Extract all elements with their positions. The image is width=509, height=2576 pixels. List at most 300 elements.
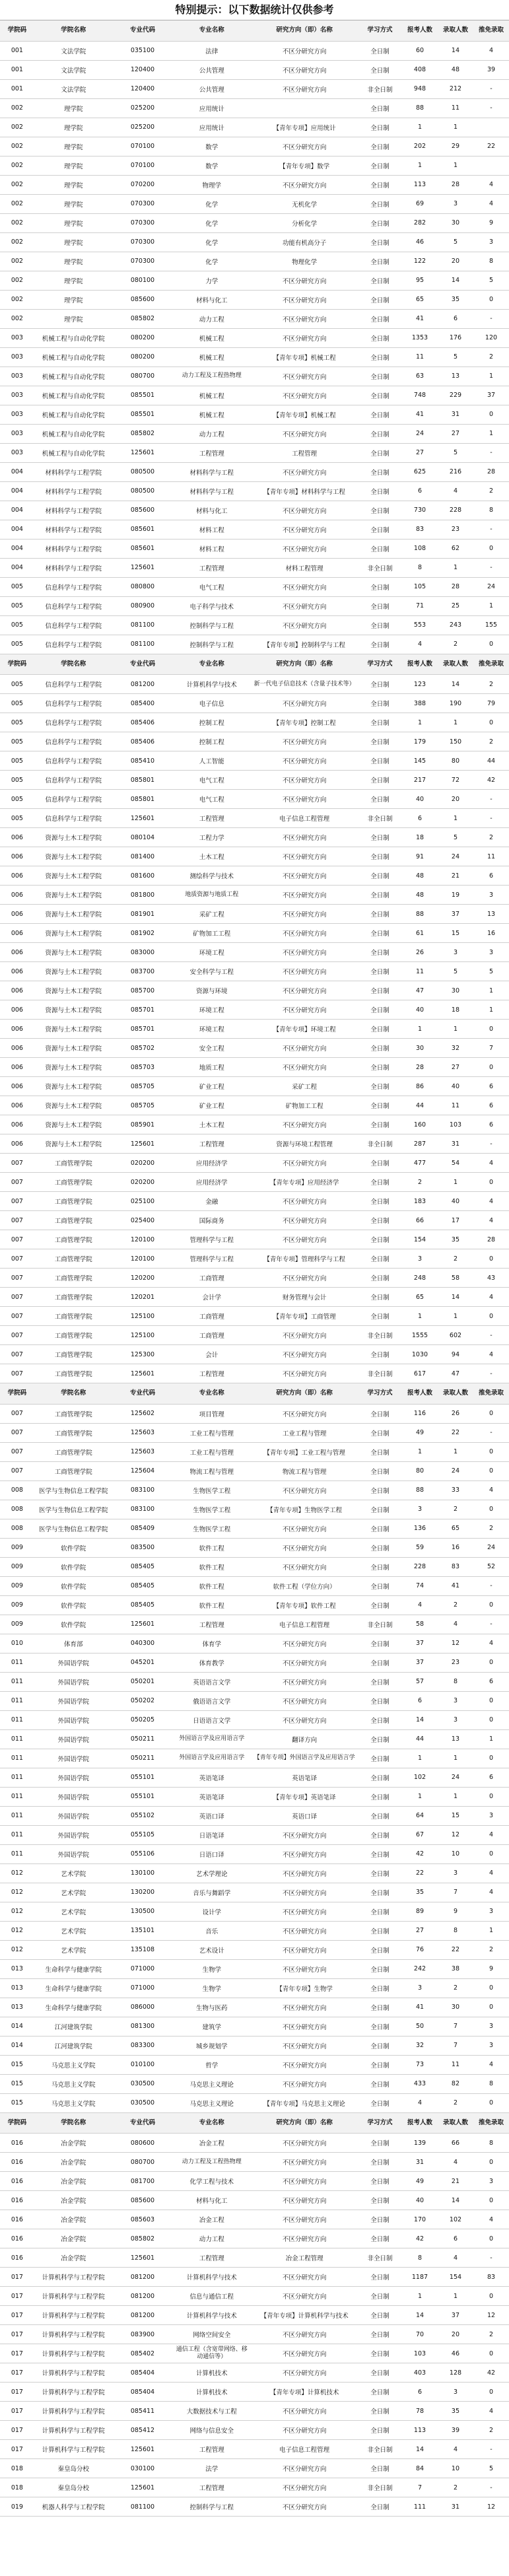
research-direction: 不区分研究方向 <box>251 2172 358 2191</box>
major-name: 英语口译 <box>172 1806 251 1825</box>
study-mode: 全日制 <box>358 751 402 771</box>
college-name: 医学与生物信息工程学院 <box>34 1500 113 1519</box>
major-code: 030500 <box>113 2074 173 2093</box>
exempt-admitted: 9 <box>473 213 509 232</box>
college-code: 012 <box>0 1940 34 1959</box>
exempt-admitted: 4 <box>473 1825 509 1844</box>
research-direction: 不区分研究方向 <box>251 60 358 79</box>
research-direction: 不区分研究方向 <box>251 137 358 156</box>
table-row <box>0 501 509 520</box>
header-exempt-admitted: 推免录取 <box>473 20 509 41</box>
research-direction: 材料工程管理 <box>251 558 358 577</box>
admitted: 1 <box>438 558 473 577</box>
major-code: 085600 <box>113 2191 173 2210</box>
table-row <box>0 1940 509 1959</box>
admitted: 12 <box>438 1634 473 1653</box>
major-code: 085406 <box>113 732 173 751</box>
research-direction: 不区分研究方向 <box>251 1364 358 1383</box>
study-mode: 全日制 <box>358 2134 402 2153</box>
applicants: 248 <box>402 1269 438 1288</box>
header-major-name: 专业名称 <box>172 2113 251 2134</box>
table-row <box>0 2055 509 2074</box>
table-row <box>0 1480 509 1500</box>
table-row <box>0 1404 509 1423</box>
table-row <box>0 2229 509 2248</box>
research-direction: 不区分研究方向 <box>251 790 358 809</box>
admitted: 1 <box>438 1787 473 1806</box>
college-code: 006 <box>0 1115 34 1134</box>
college-code: 008 <box>0 1500 34 1519</box>
table-row <box>0 1307 509 1326</box>
exempt-admitted: 7 <box>473 1039 509 1058</box>
study-mode: 非全日制 <box>358 809 402 828</box>
study-mode: 全日制 <box>358 1921 402 1940</box>
applicants: 1 <box>402 156 438 175</box>
admitted: 27 <box>438 1058 473 1077</box>
major-code: 055102 <box>113 1806 173 1825</box>
college-name: 外国语学院 <box>34 1729 113 1749</box>
table-row <box>0 1364 509 1383</box>
admitted: 29 <box>438 137 473 156</box>
college-code: 006 <box>0 1134 34 1154</box>
college-code: 007 <box>0 1364 34 1383</box>
applicants: 108 <box>402 539 438 558</box>
college-code: 017 <box>0 2440 34 2459</box>
exempt-admitted: 83 <box>473 2268 509 2287</box>
research-direction: 不区分研究方向 <box>251 271 358 290</box>
table-header-row <box>0 20 509 41</box>
applicants: 145 <box>402 751 438 771</box>
college-code: 004 <box>0 558 34 577</box>
admitted: 46 <box>438 2344 473 2363</box>
exempt-admitted: 6 <box>473 1672 509 1691</box>
applicants: 46 <box>402 232 438 252</box>
college-code: 002 <box>0 98 34 118</box>
major-code: 030100 <box>113 2459 173 2478</box>
exempt-admitted: 52 <box>473 1557 509 1576</box>
major-name: 化学 <box>172 232 251 252</box>
college-name: 信息科学与工程学院 <box>34 596 113 615</box>
college-code: 007 <box>0 1461 34 1480</box>
admitted: 150 <box>438 732 473 751</box>
applicants: 41 <box>402 405 438 424</box>
major-name: 工程管理 <box>172 1134 251 1154</box>
major-code: 081600 <box>113 866 173 886</box>
admitted: 5 <box>438 232 473 252</box>
header-college-code: 学院码 <box>0 654 34 675</box>
major-name: 材料科学与工程 <box>172 462 251 481</box>
table-row <box>0 2036 509 2055</box>
major-name: 动力工程 <box>172 309 251 328</box>
college-code: 006 <box>0 828 34 847</box>
exempt-admitted: 2 <box>473 1940 509 1959</box>
admitted: 1 <box>438 1749 473 1768</box>
college-name: 工商管理学院 <box>34 1326 113 1345</box>
exempt-admitted: 155 <box>473 615 509 635</box>
college-code: 013 <box>0 1978 34 1998</box>
table-row <box>0 1211 509 1230</box>
exempt-admitted: 0 <box>473 1249 509 1269</box>
applicants: 22 <box>402 1863 438 1883</box>
admitted: 4 <box>438 481 473 501</box>
study-mode: 全日制 <box>358 1039 402 1058</box>
research-direction: 不区分研究方向 <box>251 615 358 635</box>
admitted: 20 <box>438 790 473 809</box>
college-name: 工商管理学院 <box>34 1364 113 1383</box>
major-name: 日语笔译 <box>172 1825 251 1844</box>
major-name: 工商管理 <box>172 1269 251 1288</box>
study-mode: 全日制 <box>358 539 402 558</box>
research-direction: 【青年专项】机械工程 <box>251 405 358 424</box>
admitted: 31 <box>438 1134 473 1154</box>
major-code: 085701 <box>113 1000 173 1020</box>
college-code: 007 <box>0 1307 34 1326</box>
study-mode: 非全日制 <box>358 2440 402 2459</box>
admitted: 128 <box>438 2363 473 2383</box>
table-row <box>0 1096 509 1115</box>
study-mode: 全日制 <box>358 271 402 290</box>
exempt-admitted: 1 <box>473 596 509 615</box>
major-name: 音乐与舞蹈学 <box>172 1883 251 1902</box>
research-direction: 不区分研究方向 <box>251 2017 358 2036</box>
research-direction: 分析化学 <box>251 213 358 232</box>
applicants: 8 <box>402 558 438 577</box>
table-row <box>0 462 509 481</box>
table-row <box>0 2268 509 2287</box>
admitted: 39 <box>438 2421 473 2440</box>
major-name: 电子信息 <box>172 694 251 713</box>
exempt-admitted: 42 <box>473 2363 509 2383</box>
major-code: 125100 <box>113 1326 173 1345</box>
applicants: 403 <box>402 2363 438 2383</box>
table-row <box>0 2402 509 2421</box>
research-direction: 不区分研究方向 <box>251 1154 358 1173</box>
table-row <box>0 1461 509 1480</box>
major-code: 081200 <box>113 675 173 694</box>
admitted: 9 <box>438 1902 473 1921</box>
study-mode: 全日制 <box>358 1825 402 1844</box>
major-name: 电气工程 <box>172 577 251 596</box>
major-name: 公共管理 <box>172 60 251 79</box>
table-header-row <box>0 2113 509 2134</box>
admitted: 35 <box>438 2402 473 2421</box>
admitted: 38 <box>438 1959 473 1978</box>
college-name: 计算机科学与工程学院 <box>34 2421 113 2440</box>
exempt-admitted: 12 <box>473 2306 509 2325</box>
research-direction: 不区分研究方向 <box>251 1115 358 1134</box>
major-code: 085705 <box>113 1096 173 1115</box>
admitted: 23 <box>438 1653 473 1672</box>
header-applicants: 报考人数 <box>402 2113 438 2134</box>
table-row <box>0 290 509 309</box>
admitted: 22 <box>438 1423 473 1442</box>
major-name: 安全工程 <box>172 1039 251 1058</box>
applicants: 116 <box>402 1404 438 1423</box>
applicants: 27 <box>402 1921 438 1940</box>
college-name: 信息科学与工程学院 <box>34 771 113 790</box>
college-code: 017 <box>0 2268 34 2287</box>
college-name: 信息科学与工程学院 <box>34 809 113 828</box>
college-code: 016 <box>0 2191 34 2210</box>
exempt-admitted: 8 <box>473 501 509 520</box>
research-direction: 【青年专项】外国语言学及应用语言学 <box>251 1749 358 1768</box>
major-code: 083100 <box>113 1480 173 1500</box>
applicants: 202 <box>402 137 438 156</box>
college-name: 软件学院 <box>34 1557 113 1576</box>
major-code: 083900 <box>113 2325 173 2344</box>
admitted: 154 <box>438 2268 473 2287</box>
admitted: 8 <box>438 1672 473 1691</box>
research-direction: 不区分研究方向 <box>251 1710 358 1729</box>
major-code: 135108 <box>113 1940 173 1959</box>
college-name: 机械工程与自动化学院 <box>34 386 113 405</box>
research-direction: 不区分研究方向 <box>251 2036 358 2055</box>
research-direction: 矿物加工工程 <box>251 1096 358 1115</box>
study-mode: 全日制 <box>358 1020 402 1039</box>
table-row <box>0 1000 509 1020</box>
college-code: 004 <box>0 462 34 481</box>
table-row <box>0 1710 509 1729</box>
study-mode: 全日制 <box>358 252 402 271</box>
college-name: 外国语学院 <box>34 1787 113 1806</box>
exempt-admitted: 16 <box>473 924 509 943</box>
college-code: 002 <box>0 194 34 213</box>
admitted: 212 <box>438 79 473 98</box>
college-code: 017 <box>0 2306 34 2325</box>
admitted: 24 <box>438 847 473 866</box>
header-research-direction: 研究方向（即）名称 <box>251 20 358 41</box>
applicants: 408 <box>402 60 438 79</box>
applicants: 76 <box>402 1940 438 1959</box>
college-name: 信息科学与工程学院 <box>34 790 113 809</box>
study-mode: 全日制 <box>358 790 402 809</box>
exempt-admitted: - <box>473 2440 509 2459</box>
table-row <box>0 1902 509 1921</box>
applicants: 37 <box>402 1653 438 1672</box>
admitted: 1 <box>438 1442 473 1461</box>
college-code: 015 <box>0 2093 34 2112</box>
research-direction: 不区分研究方向 <box>251 2229 358 2248</box>
college-name: 马克思主义学院 <box>34 2074 113 2093</box>
college-name: 工商管理学院 <box>34 1423 113 1442</box>
major-code: 080104 <box>113 828 173 847</box>
study-mode: 全日制 <box>358 2074 402 2093</box>
study-mode: 全日制 <box>358 1729 402 1749</box>
college-code: 008 <box>0 1480 34 1500</box>
major-code: 125603 <box>113 1442 173 1461</box>
study-mode: 非全日制 <box>358 2248 402 2268</box>
admitted: 1 <box>438 1307 473 1326</box>
admitted: 30 <box>438 1998 473 2017</box>
applicants: 58 <box>402 1615 438 1634</box>
college-name: 资源与土木工程学院 <box>34 1020 113 1039</box>
college-name: 资源与土木工程学院 <box>34 847 113 866</box>
applicants: 47 <box>402 981 438 1000</box>
study-mode: 全日制 <box>358 1634 402 1653</box>
exempt-admitted: 4 <box>473 1883 509 1902</box>
major-name: 化学工程与技术 <box>172 2172 251 2191</box>
table-row <box>0 2191 509 2210</box>
applicants: 1187 <box>402 2268 438 2287</box>
study-mode: 全日制 <box>358 1345 402 1364</box>
major-code: 085410 <box>113 751 173 771</box>
admitted: 2 <box>438 1500 473 1519</box>
college-code: 017 <box>0 2421 34 2440</box>
table-row <box>0 2287 509 2306</box>
college-name: 冶金学院 <box>34 2191 113 2210</box>
exempt-admitted: - <box>473 790 509 809</box>
college-code: 009 <box>0 1538 34 1557</box>
admitted: 13 <box>438 366 473 386</box>
college-name: 秦皇岛分校 <box>34 2478 113 2497</box>
header-major-code: 专业代码 <box>113 1383 173 1404</box>
college-name: 资源与土木工程学院 <box>34 943 113 962</box>
study-mode: 全日制 <box>358 328 402 347</box>
research-direction: 【青年专项】计算机技术 <box>251 2383 358 2402</box>
major-name: 工程力学 <box>172 828 251 847</box>
header-major-name: 专业名称 <box>172 654 251 675</box>
exempt-admitted: - <box>473 2248 509 2268</box>
college-code: 001 <box>0 79 34 98</box>
major-code: 055101 <box>113 1768 173 1787</box>
major-code: 085405 <box>113 1557 173 1576</box>
college-name: 工商管理学院 <box>34 1249 113 1269</box>
college-code: 009 <box>0 1595 34 1615</box>
major-name: 工程管理 <box>172 2440 251 2459</box>
admitted: 14 <box>438 41 473 60</box>
table-row <box>0 847 509 866</box>
research-direction: 不区分研究方向 <box>251 41 358 60</box>
applicants: 37 <box>402 1634 438 1653</box>
exempt-admitted: - <box>473 520 509 539</box>
exempt-admitted: 3 <box>473 2172 509 2191</box>
college-code: 007 <box>0 1173 34 1192</box>
admitted: 1 <box>438 156 473 175</box>
major-name: 计算机技术 <box>172 2363 251 2383</box>
college-code: 011 <box>0 1768 34 1787</box>
admitted: 41 <box>438 1576 473 1595</box>
applicants: 6 <box>402 2383 438 2402</box>
exempt-admitted: 3 <box>473 2036 509 2055</box>
admitted: 8 <box>438 1921 473 1940</box>
table-row <box>0 615 509 635</box>
major-code: 025200 <box>113 118 173 137</box>
study-mode: 全日制 <box>358 443 402 462</box>
major-code: 085802 <box>113 424 173 443</box>
applicants: 242 <box>402 1959 438 1978</box>
admitted: 20 <box>438 252 473 271</box>
table-row <box>0 694 509 713</box>
college-name: 艺术学院 <box>34 1883 113 1902</box>
study-mode: 全日制 <box>358 1230 402 1249</box>
applicants: 4 <box>402 635 438 654</box>
major-name: 控制科学与工程 <box>172 2497 251 2517</box>
exempt-admitted: 5 <box>473 2459 509 2478</box>
major-code: 085603 <box>113 2210 173 2229</box>
college-name: 信息科学与工程学院 <box>34 732 113 751</box>
major-code: 081100 <box>113 615 173 635</box>
table-row <box>0 405 509 424</box>
study-mode: 全日制 <box>358 2459 402 2478</box>
table-row <box>0 1787 509 1806</box>
study-mode: 全日制 <box>358 1940 402 1959</box>
research-direction: 不区分研究方向 <box>251 694 358 713</box>
major-code: 070300 <box>113 194 173 213</box>
table-row <box>0 790 509 809</box>
table-row <box>0 732 509 751</box>
major-code: 081100 <box>113 635 173 654</box>
major-code: 085802 <box>113 309 173 328</box>
research-direction: 【青年专项】生物学 <box>251 1978 358 1998</box>
table-row <box>0 271 509 290</box>
major-code: 085412 <box>113 2421 173 2440</box>
college-code: 006 <box>0 1058 34 1077</box>
admitted: 27 <box>438 424 473 443</box>
major-name: 生物医学工程 <box>172 1519 251 1538</box>
major-name: 英语笔译 <box>172 1787 251 1806</box>
major-name: 通信工程（含宽带网络、移动通信等） <box>172 2344 251 2363</box>
study-mode: 全日制 <box>358 2036 402 2055</box>
college-name: 外国语学院 <box>34 1691 113 1710</box>
exempt-admitted: 0 <box>473 2383 509 2402</box>
table-row <box>0 943 509 962</box>
exempt-admitted: 6 <box>473 1115 509 1134</box>
exempt-admitted: 0 <box>473 2191 509 2210</box>
applicants: 61 <box>402 924 438 943</box>
major-code: 085409 <box>113 1519 173 1538</box>
research-direction: 【青年专项】软件工程 <box>251 1595 358 1615</box>
college-code: 005 <box>0 713 34 732</box>
table-row <box>0 1749 509 1768</box>
college-name: 信息科学与工程学院 <box>34 713 113 732</box>
table-row <box>0 1134 509 1154</box>
college-name: 机械工程与自动化学院 <box>34 443 113 462</box>
college-name: 计算机科学与工程学院 <box>34 2268 113 2287</box>
study-mode: 全日制 <box>358 2383 402 2402</box>
research-direction: 【青年专项】机械工程 <box>251 347 358 366</box>
major-name: 软件工程 <box>172 1538 251 1557</box>
applicants: 31 <box>402 2153 438 2172</box>
exempt-admitted: 0 <box>473 1978 509 1998</box>
college-code: 004 <box>0 481 34 501</box>
major-name: 艺术学理论 <box>172 1863 251 1883</box>
admitted: 1 <box>438 713 473 732</box>
header-major-code: 专业代码 <box>113 2113 173 2134</box>
exempt-admitted: 11 <box>473 847 509 866</box>
exempt-admitted: 0 <box>473 1749 509 1768</box>
major-code: 125601 <box>113 1134 173 1154</box>
college-code: 002 <box>0 232 34 252</box>
table-row <box>0 137 509 156</box>
major-name: 工程管理 <box>172 443 251 462</box>
major-code: 081700 <box>113 2172 173 2191</box>
exempt-admitted: 8 <box>473 252 509 271</box>
exempt-admitted: - <box>473 79 509 98</box>
research-direction: 英语笔译 <box>251 1768 358 1787</box>
exempt-admitted <box>473 118 509 137</box>
study-mode: 全日制 <box>358 424 402 443</box>
applicants: 88 <box>402 905 438 924</box>
admitted: 31 <box>438 405 473 424</box>
college-name: 冶金学院 <box>34 2248 113 2268</box>
major-name: 哲学 <box>172 2055 251 2074</box>
applicants: 67 <box>402 1825 438 1844</box>
study-mode: 全日制 <box>358 1576 402 1595</box>
college-name: 理学院 <box>34 175 113 194</box>
header-college-name: 学院名称 <box>34 1383 113 1404</box>
college-name: 信息科学与工程学院 <box>34 675 113 694</box>
major-code: 083500 <box>113 1538 173 1557</box>
